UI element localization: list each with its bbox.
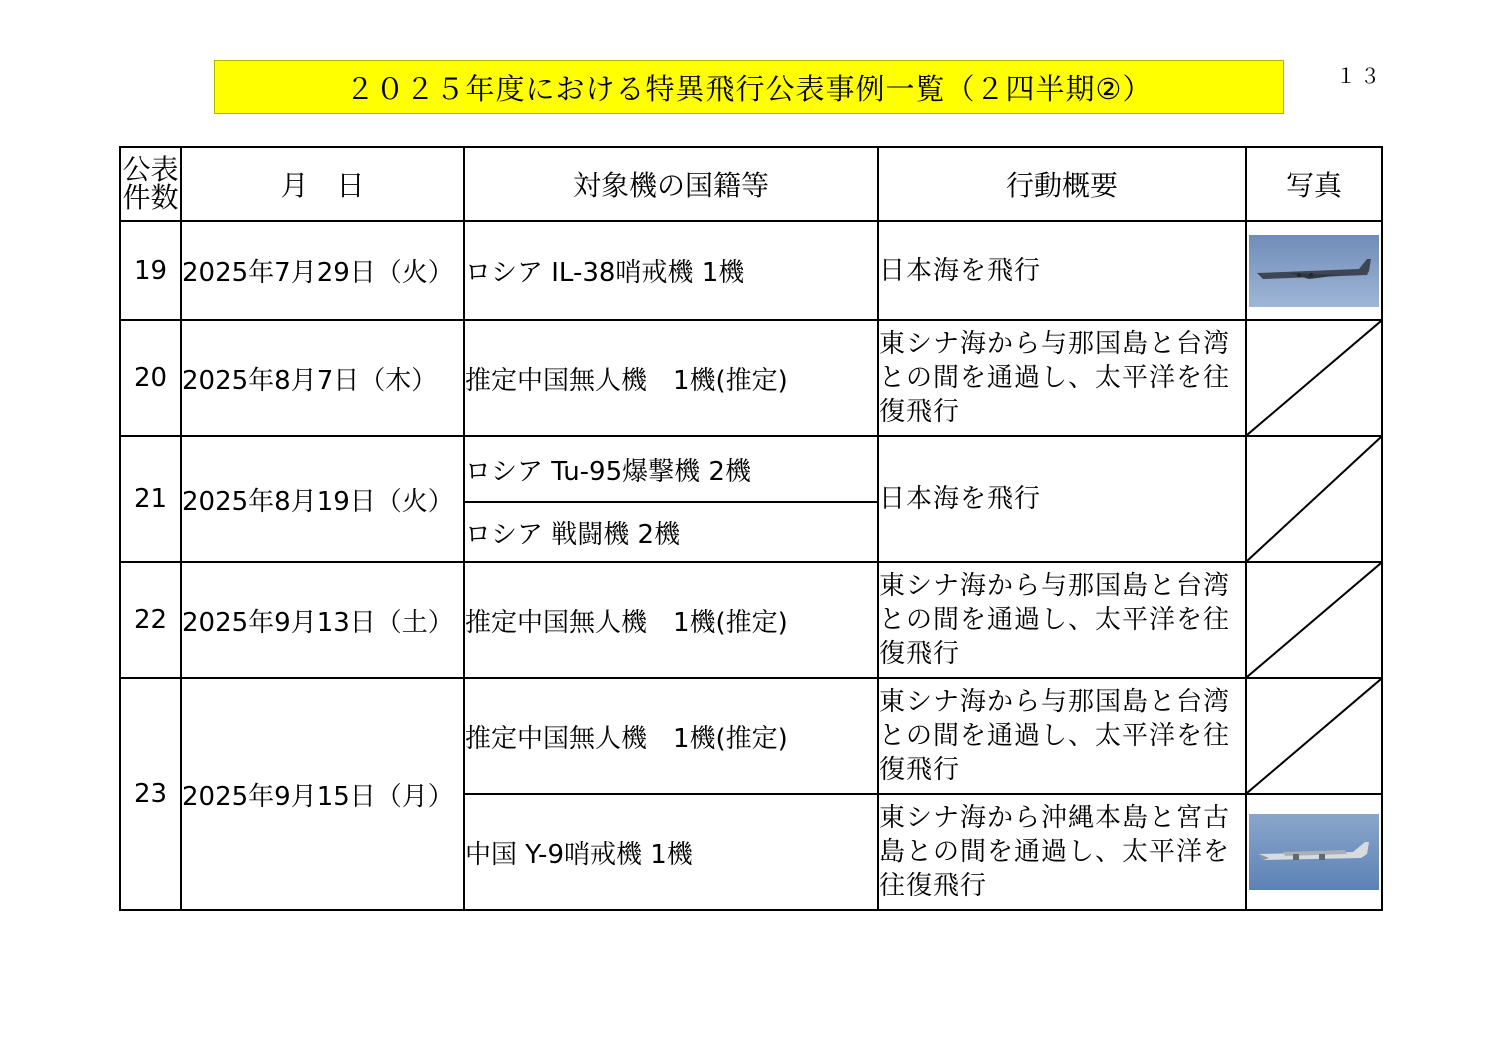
case-date: 2025年8月7日（木） <box>181 320 464 436</box>
case-summary: 東シナ海から与那国島と台湾との間を通過し、太平洋を往復飛行 <box>878 678 1246 794</box>
header-date: 月 日 <box>181 147 464 221</box>
case-date: 2025年8月19日（火） <box>181 436 464 562</box>
header-aircraft: 対象機の国籍等 <box>464 147 878 221</box>
case-photo-empty <box>1246 320 1382 436</box>
case-photo-empty <box>1246 562 1382 678</box>
case-aircraft: ロシア IL-38哨戒機 1機 <box>464 221 878 320</box>
case-photo <box>1246 221 1382 320</box>
case-aircraft: 推定中国無人機 1機(推定) <box>464 562 878 678</box>
case-aircraft: 推定中国無人機 1機(推定) <box>464 320 878 436</box>
case-summary: 東シナ海から与那国島と台湾との間を通過し、太平洋を往復飛行 <box>878 320 1246 436</box>
y9-aircraft-photo <box>1249 814 1379 890</box>
case-date: 2025年9月13日（土） <box>181 562 464 678</box>
diagonal-slash <box>1247 321 1381 435</box>
header-row <box>120 147 1382 221</box>
table-row <box>120 436 1382 502</box>
header-summary: 行動概要 <box>878 147 1246 221</box>
table-row <box>120 678 1382 794</box>
case-date: 2025年9月15日（月） <box>181 678 464 910</box>
case-count: 22 <box>120 562 181 678</box>
case-photo-empty <box>1246 436 1382 562</box>
case-count: 19 <box>120 221 181 320</box>
table-row <box>120 221 1382 320</box>
case-aircraft: ロシア Tu-95爆撃機 2機 <box>464 436 878 502</box>
page-number: １３ <box>1336 64 1384 88</box>
case-photo-empty <box>1246 678 1382 794</box>
case-summary: 東シナ海から沖縄本島と宮古島との間を通過し、太平洋を往復飛行 <box>878 794 1246 910</box>
header-photo: 写真 <box>1246 147 1382 221</box>
diagonal-slash <box>1247 679 1381 793</box>
case-summary: 東シナ海から与那国島と台湾との間を通過し、太平洋を往復飛行 <box>878 562 1246 678</box>
table-row <box>120 320 1382 436</box>
case-summary: 日本海を飛行 <box>878 436 1246 562</box>
case-aircraft: 推定中国無人機 1機(推定) <box>464 678 878 794</box>
page-title: ２０２５年度における特異飛行公表事例一覧（２四半期②） <box>214 60 1284 114</box>
case-photo <box>1246 794 1382 910</box>
header-count: 公表件数 <box>120 147 181 221</box>
diagonal-slash <box>1247 563 1381 677</box>
case-count: 20 <box>120 320 181 436</box>
diagonal-slash <box>1247 437 1381 561</box>
case-aircraft: 中国 Y-9哨戒機 1機 <box>464 794 878 910</box>
table-row <box>120 562 1382 678</box>
il38-aircraft-photo <box>1249 235 1379 307</box>
case-count: 23 <box>120 678 181 910</box>
case-count: 21 <box>120 436 181 562</box>
cases-table <box>119 146 1383 911</box>
case-aircraft: ロシア 戦闘機 2機 <box>464 502 878 562</box>
case-date: 2025年7月29日（火） <box>181 221 464 320</box>
case-summary: 日本海を飛行 <box>878 221 1246 320</box>
